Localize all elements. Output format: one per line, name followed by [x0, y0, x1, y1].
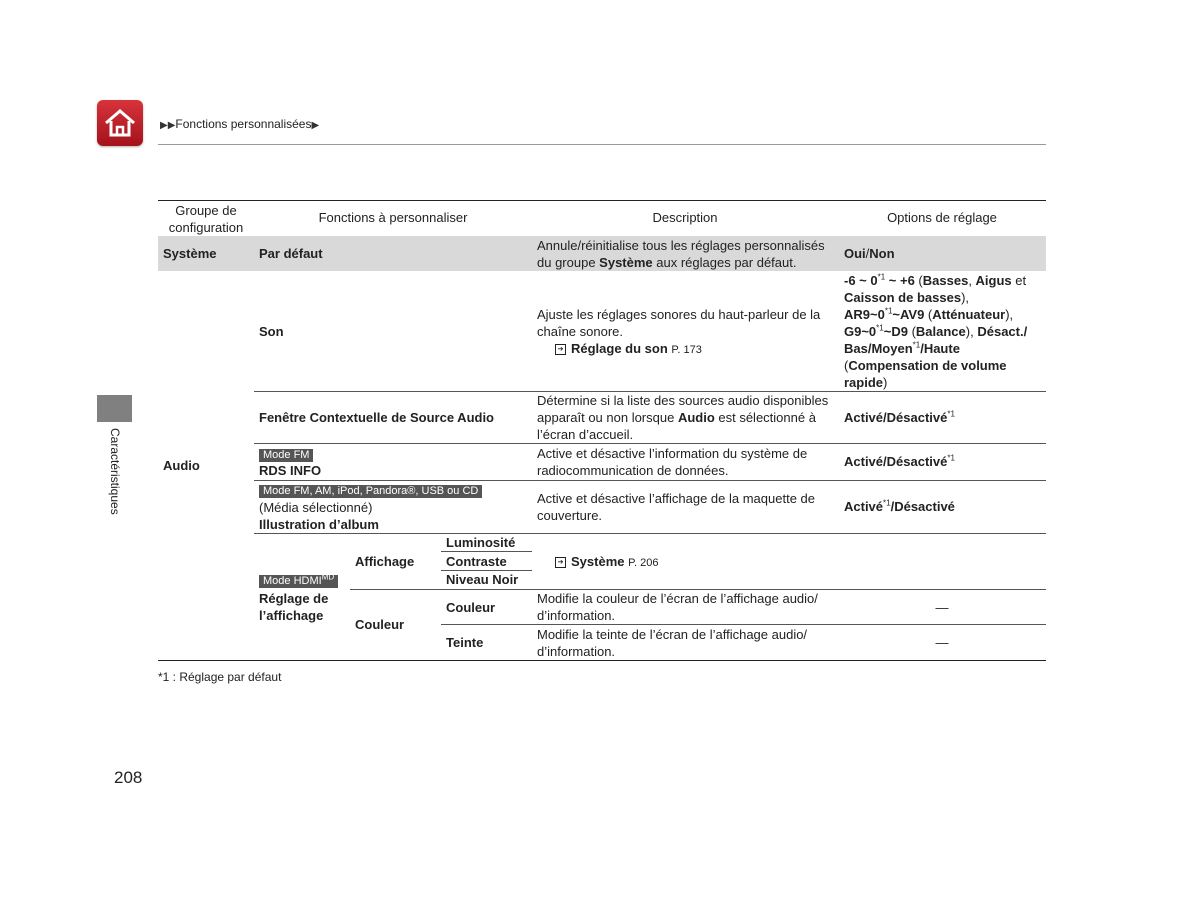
systeme-reference-link[interactable]: ➔ Système P. 206 — [555, 553, 659, 572]
rds-description: Active et désactive l’information du système de radiocommunication de données. — [537, 446, 808, 478]
header-functions: Fonctions à personnaliser — [318, 210, 468, 225]
reference-arrow-icon: ➔ — [555, 344, 566, 355]
fenetre-options: Activé/Désactivé$^{*1}$ — [844, 409, 955, 425]
fenetre-function: Fenêtre Contextuelle de Source Audio — [259, 410, 495, 425]
niveau-noir-item: Niveau Noir — [446, 572, 519, 587]
teinte-options: — — [935, 635, 949, 650]
breadcrumb-arrow-icon: ▶ — [311, 120, 320, 131]
rds-function: RDS INFO — [259, 463, 322, 478]
fenetre-description: Détermine si la liste des sources audio disponibles apparaît ou non lorsque Audio est sélectionné à l’écran d’accueil. — [537, 393, 829, 442]
album-function: Illustration d’album — [259, 517, 379, 532]
footnote: *1 : Réglage par défaut — [158, 670, 282, 684]
table-top-rule — [158, 200, 1046, 201]
header-group: Groupe de configuration — [168, 203, 244, 235]
table-bottom-rule — [158, 660, 1046, 661]
album-media-note: (Média sélectionné) — [259, 500, 373, 515]
couleur-options: — — [935, 600, 949, 615]
luminosite-item: Luminosité — [446, 535, 516, 550]
son-description: Ajuste les réglages sonores du haut-parleur de la chaîne sonore. — [537, 307, 821, 339]
header-description: Description — [652, 210, 718, 225]
system-options: Oui/Non — [844, 246, 895, 261]
audio-group: Audio — [163, 458, 200, 473]
affichage-group: Affichage — [355, 554, 415, 569]
couleur-item: Couleur — [446, 600, 496, 615]
system-group: Système — [163, 246, 217, 261]
row-rule — [254, 533, 1046, 534]
breadcrumb[interactable]: ▶▶Fonctions personnalisées▶ — [160, 117, 320, 131]
album-mode-tag: Mode FM, AM, iPod, Pandora®, USB ou CD — [259, 481, 482, 498]
display-function: Réglage de l’affichage — [259, 591, 329, 623]
album-options: Activé$^{*1}$/Désactivé — [844, 498, 955, 514]
contraste-item: Contraste — [446, 554, 507, 569]
couleur-description: Modifie la couleur de l’écran de l’affichage audio/ d’information. — [537, 591, 818, 623]
son-options: -6 ~ 0$^{*1}$ ~ +6 (Basses, Aigus et Caisson de basses), AR9~0$^{*1}$~AV9 (Atténuateur), G9~0$^{*1}$~D9 (Balance), Désact./ Bas/Moyen$^{*1}$/Haute (Compensation de volume rapide) — [844, 272, 1028, 390]
couleur-group: Couleur — [355, 617, 405, 632]
album-description: Active et désactive l’affichage de la maquette de couverture. — [537, 491, 815, 523]
row-rule — [441, 551, 532, 552]
row-rule — [254, 443, 1046, 444]
side-tab-marker — [97, 395, 132, 422]
teinte-item: Teinte — [446, 635, 484, 650]
reference-arrow-icon: ➔ — [555, 557, 566, 568]
row-rule — [441, 624, 1046, 625]
system-function: Par défaut — [259, 246, 323, 261]
son-reference-link[interactable]: ➔ Réglage du son P. 173 — [555, 340, 702, 359]
page-number: 208 — [114, 768, 143, 787]
system-description: Annule/réinitialise tous les réglages personnalisés du groupe Système aux réglages par défaut. — [537, 238, 825, 270]
breadcrumb-arrow-icon: ▶▶ — [160, 120, 176, 131]
rds-mode-tag: Mode FM — [259, 445, 313, 462]
hdmi-mode-tag: Mode $HDMI^{MD}$ — [259, 571, 338, 588]
header-options: Options de réglage — [887, 210, 997, 225]
son-function: Son — [259, 324, 284, 339]
header-rule — [158, 144, 1046, 145]
side-tab-label: Caractéristiques — [108, 428, 122, 515]
home-button[interactable] — [97, 100, 143, 146]
rds-options: Activé/Désactivé$^{*1}$ — [844, 453, 955, 469]
teinte-description: Modifie la teinte de l’écran de l’affichage audio/ d’information. — [537, 627, 808, 659]
home-icon — [103, 108, 137, 138]
